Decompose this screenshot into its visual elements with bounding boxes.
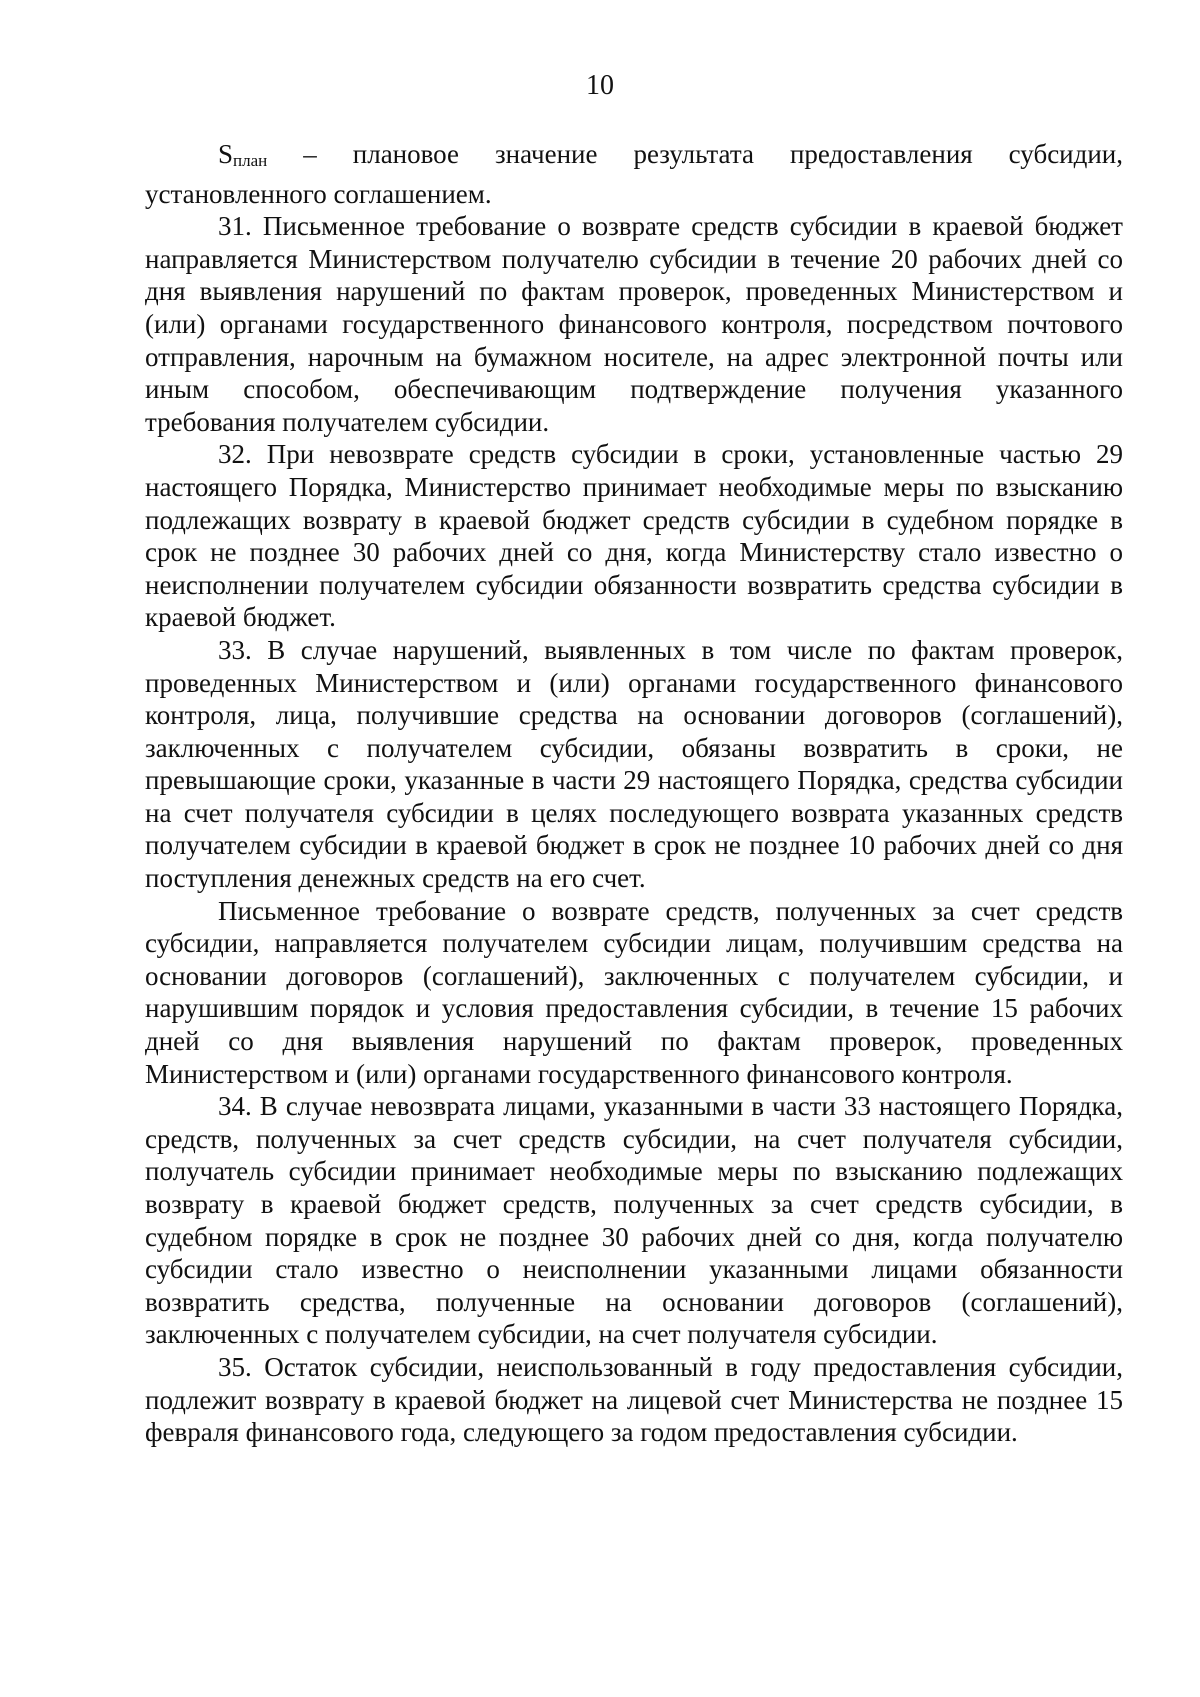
definition-text: плановое значение результата предоставления субсидии, — [352, 139, 1124, 169]
definition-line — [145, 138, 1123, 178]
paragraph-33: 33. В случае нарушений, выявленных в том числе по фактам проверок, проведенных Министерством и (или) органами государственного финансового контроля, лица, получившие средства на основании договоров (соглашений), заключенных с получателем субсидии, обязаны возвратить в сроки, не превышающие сроки, указанные в части 29 настоящего Порядка, средства субсидии на счет получателя субсидии в целях последующего возврата указанных средств получателем субсидии в краевой бюджет в срок не позднее 10 рабочих дней со дня поступления денежных средств на его счет. — [145, 634, 1123, 894]
definition-symbol: S — [218, 139, 234, 169]
paragraph-32: 32. При невозврате средств субсидии в сроки, установленные частью 29 настоящего Порядка, Министерство принимает необходимые меры по взысканию подлежащих возврату в краевой бюджет средств субсидии в судебном порядке в срок не позднее 30 рабочих дней со дня, когда Министерству стало известно о неисполнении получателем субсидии обязанности возвратить средства субсидии в краевой бюджет. — [145, 439, 1123, 633]
definition-dash: – — [303, 139, 317, 169]
definition-subscript: план — [233, 151, 268, 170]
paragraph-35: 35. Остаток субсидии, неиспользованный в году предоставления субсидии, подлежит возврату в краевой бюджет на лицевой счет Министерства не позднее 15 февраля финансового года, следующего за годом предоставления субсидии. — [145, 1351, 1123, 1448]
definition-continuation: установленного соглашением. — [145, 178, 492, 209]
paragraph-31: 31. Письменное требование о возврате средств субсидии в краевой бюджет направляется Министерством получателю субсидии в течение 20 рабочих дней со дня выявления нарушений по фактам проверок, проведенных Министерством и (или) органами государственного финансового контроля, посредством почтового отправления, нарочным на бумажном носителе, на адрес электронной почты или иным способом, обеспечивающим подтверждение получения указанного требования получателем субсидии. — [145, 211, 1123, 437]
page-number: 10 — [586, 70, 614, 101]
document-body — [145, 138, 1123, 1449]
paragraph-34: 34. В случае невозврата лицами, указанными в части 33 настоящего Порядка, средств, полученных за счет средств субсидии, на счет получателя субсидии, получатель субсидии принимает необходимые меры по взысканию подлежащих возврату в краевой бюджет средств, полученных за счет средств субсидии, в судебном порядке в срок не позднее 30 рабочих дней со дня, когда получателю субсидии стало известно о неисполнении указанными лицами обязанности возвратить средства, полученные на основании договоров (соглашений), заключенных с получателем субсидии, на счет получателя субсидии. — [145, 1091, 1123, 1350]
paragraph-33-written-demand: Письменное требование о возврате средств, полученных за счет средств субсидии, направляется получателем субсидии лицам, получившим средства на основании договоров (соглашений), заключенных с получателем субсидии, и нарушившим порядок и условия предоставления субсидии, в течение 15 рабочих дней со дня выявления нарушений по фактам проверок, проведенных Министерством и (или) органами государственного финансового контроля. — [145, 895, 1123, 1089]
